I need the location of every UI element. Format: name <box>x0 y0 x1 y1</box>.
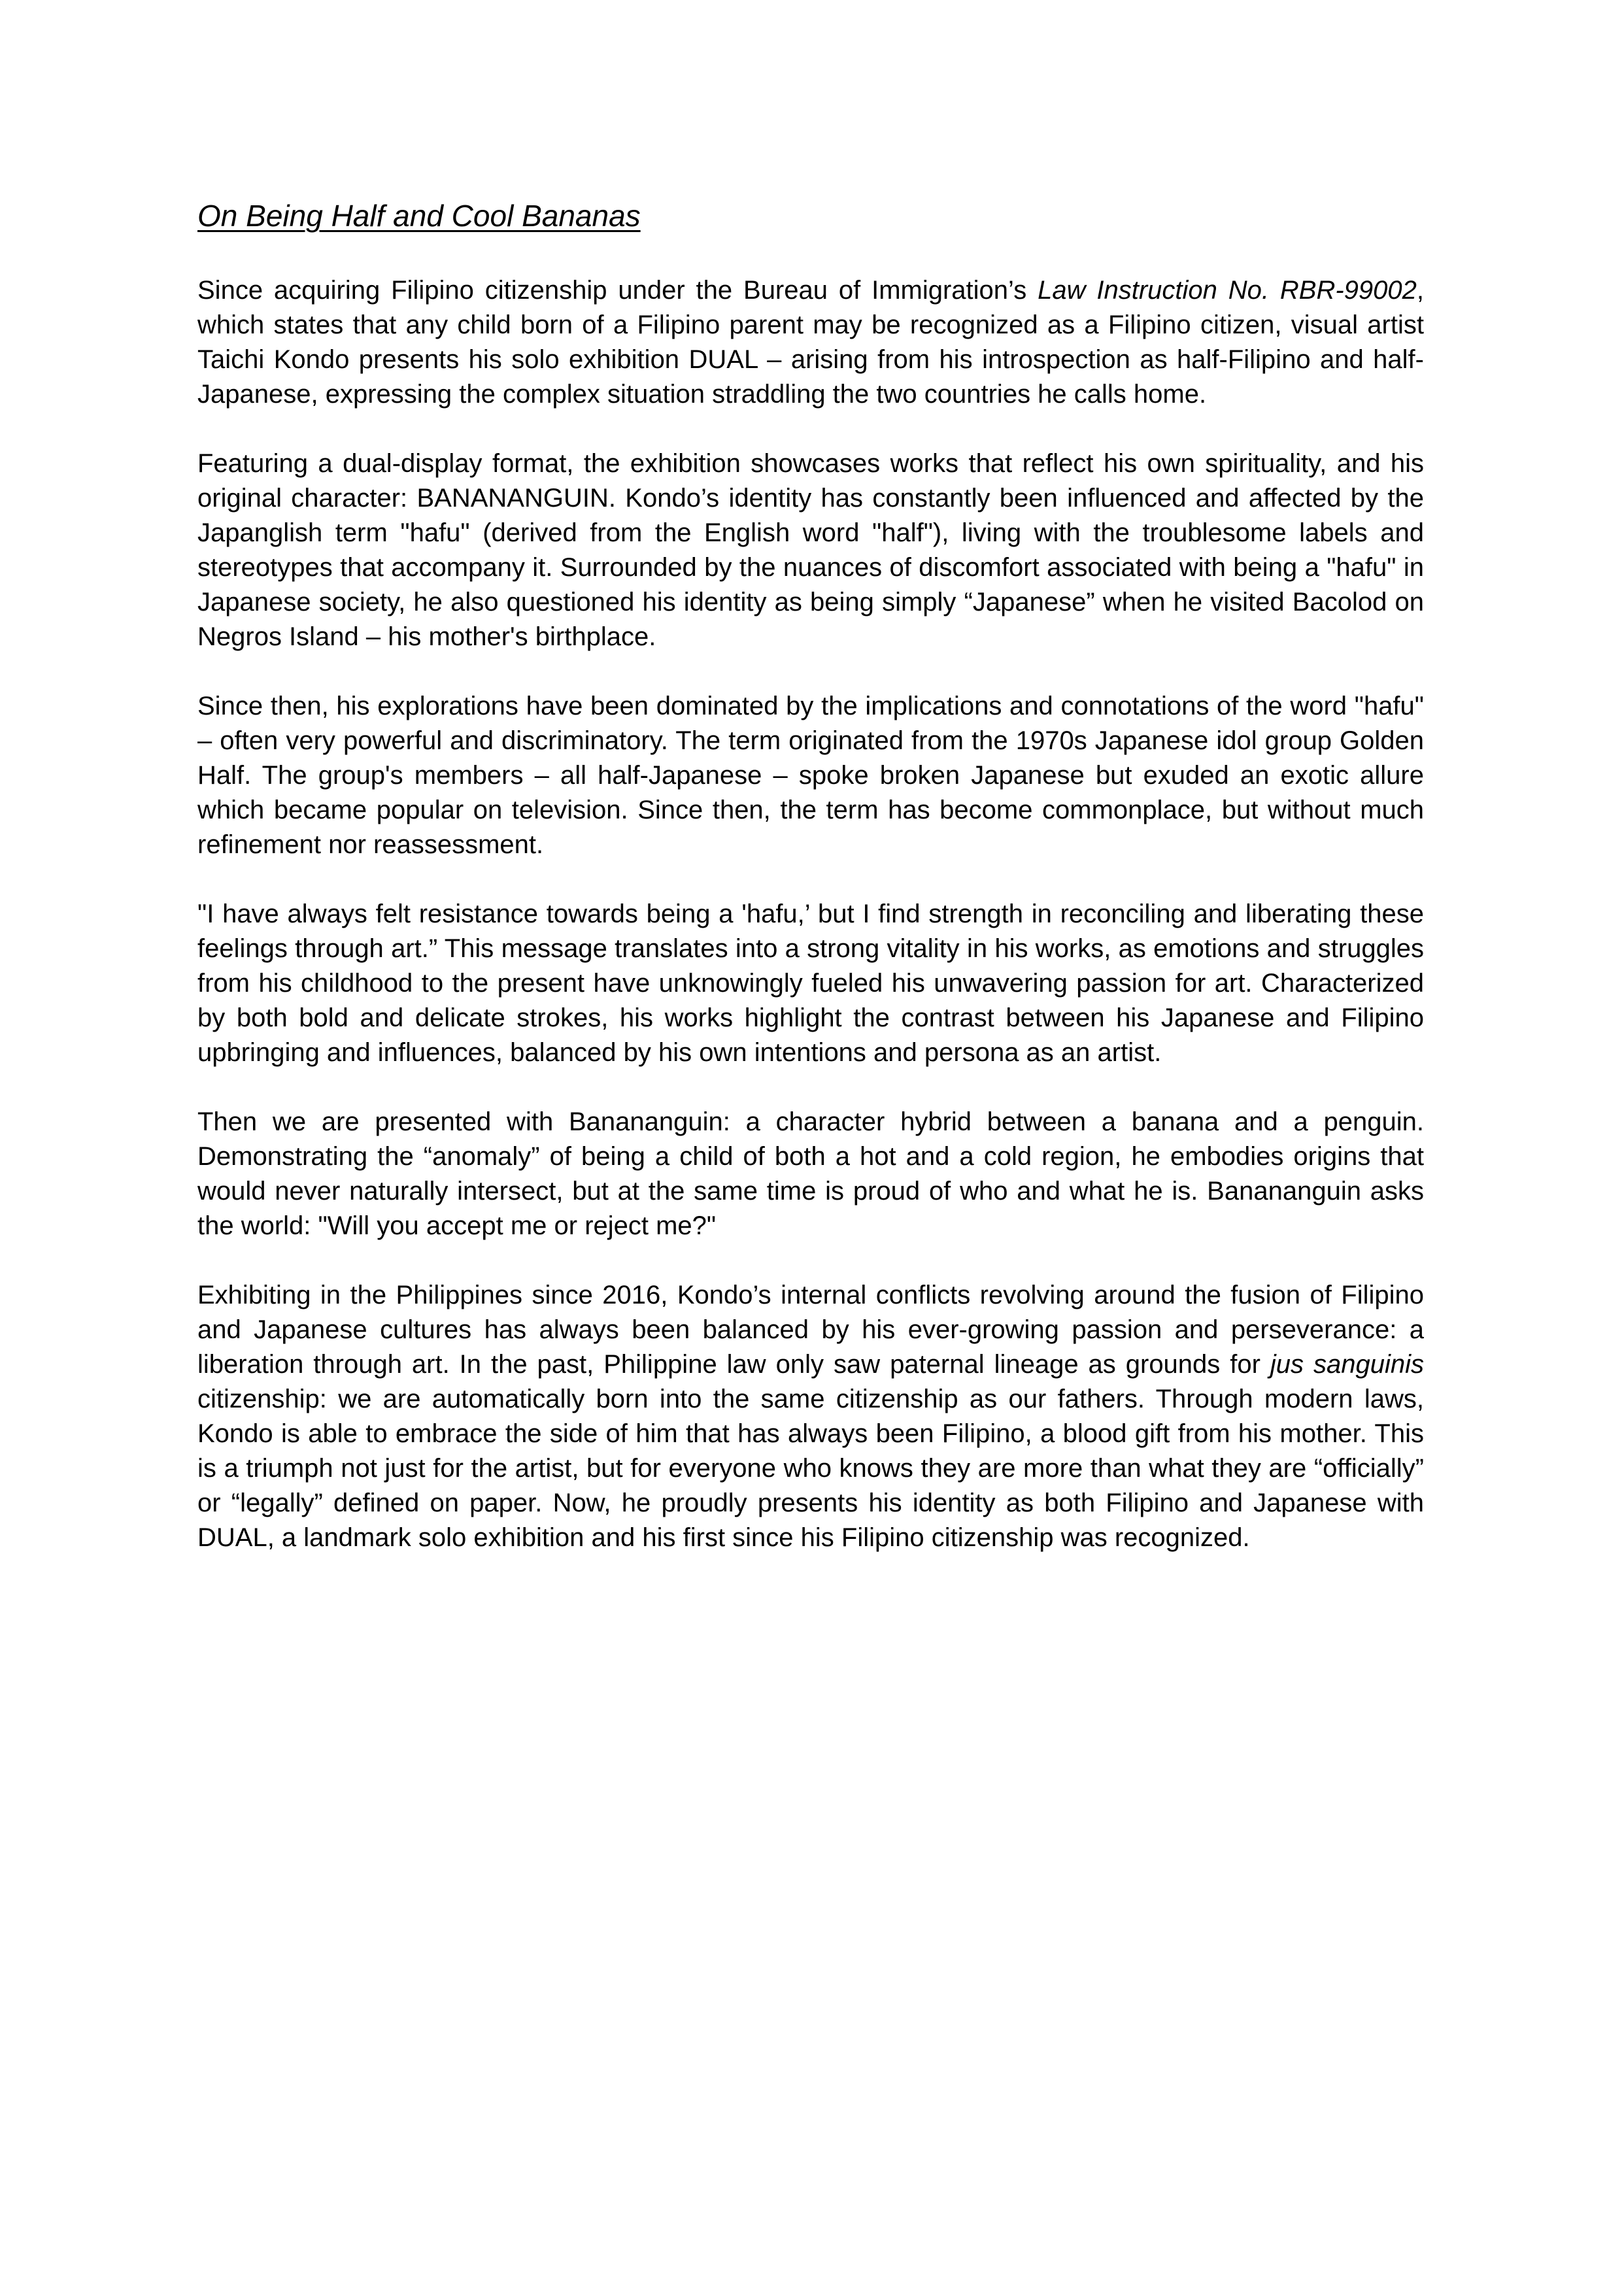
text-segment: "I have always felt resistance towards being a 'hafu,’ but I find strength in reconciling and liberating these feelings through art.” This message translates into a strong vitality in his works, as emotions and struggles from his childhood to the present have unknowingly fueled his unwavering passion for art. Characterized by both bold and delicate strokes, his works highlight the contrast between his Japanese and Filipino upbringing and influences, balanced by his own intentions and persona as an artist. <box>197 900 1424 1067</box>
text-segment: , which states that any child born of a Filipino parent may be recognized as a Filipino citizen, visual artist Taichi Kondo presents his solo exhibition DUAL – arising from his introspection as half-Filipino and half-Japanese, expressing the complex situation straddling the two countries he calls home. <box>197 276 1425 409</box>
paragraph-exhibition-history <box>197 1278 1424 1555</box>
text-segment: Featuring a dual-display format, the exhibition showcases works that reflect his own spirituality, and his original character: BANANANGUIN. Kondo’s identity has constantly been influenced and affected by the Japanglish term "hafu" (derived from the English word "half"), living with the troublesome labels and stereotypes that accompany it. Surrounded by the nuances of discomfort associated with being a "hafu" in Japanese society, he also questioned his identity as being simply “Japanese” when he visited Bacolod on Negros Island – his mother's birthplace. <box>197 449 1424 651</box>
paragraph-hafu-origin <box>197 689 1424 862</box>
text-segment: Then we are presented with Banananguin: a character hybrid between a banana and a penguin. Demonstrating the “anomaly” of being a child of both a hot and a cold region, he embodies origins that would never naturally intersect, but at the same time is proud of who and what he is. Banananguin asks the world: "Will you accept me or reject me?" <box>197 1107 1424 1240</box>
text-segment: Exhibiting in the Philippines since 2016, Kondo’s internal conflicts revolving around the fusion of Filipino and Japanese cultures has always been balanced by his ever-growing passion and perseverance: a liberation through art. In the past, Philippine law only saw paternal lineage as grounds for <box>197 1281 1424 1379</box>
italic-jus-sanguinis: jus sanguinis <box>1270 1350 1425 1379</box>
text-segment: Since acquiring Filipino citizenship under the Bureau of Immigration’s <box>197 276 1038 305</box>
text-segment: citizenship: we are automatically born into the same citizenship as our fathers. Through modern laws, Kondo is able to embrace the side of him that has always been Filipino, a blood gift from his mother. This is a triumph not just for the artist, but for everyone who knows they are more than what they are “officially” or “legally” defined on paper. Now, he proudly presents his identity as both Filipino and Japanese with DUAL, a landmark solo exhibition and his first since his Filipino citizenship was recognized. <box>197 1385 1424 1552</box>
text-segment: Since then, his explorations have been dominated by the implications and connotations of the word "hafu" – often very powerful and discriminatory. The term originated from the 1970s Japanese idol group Golden Half. The group's members – all half-Japanese – spoke broken Japanese but exuded an exotic allure which became popular on television. Since then, the term has become commonplace, but without much refinement nor reassessment. <box>197 692 1424 859</box>
paragraph-artist-quote <box>197 897 1424 1070</box>
italic-law-reference: Law Instruction No. RBR-99002 <box>1038 276 1417 305</box>
document-page <box>197 196 1424 1590</box>
document-title: On Being Half and Cool Bananas <box>197 199 641 233</box>
paragraph-dual-display <box>197 447 1424 654</box>
paragraph-banananguin <box>197 1105 1424 1243</box>
paragraph-citizenship-intro <box>197 273 1424 412</box>
